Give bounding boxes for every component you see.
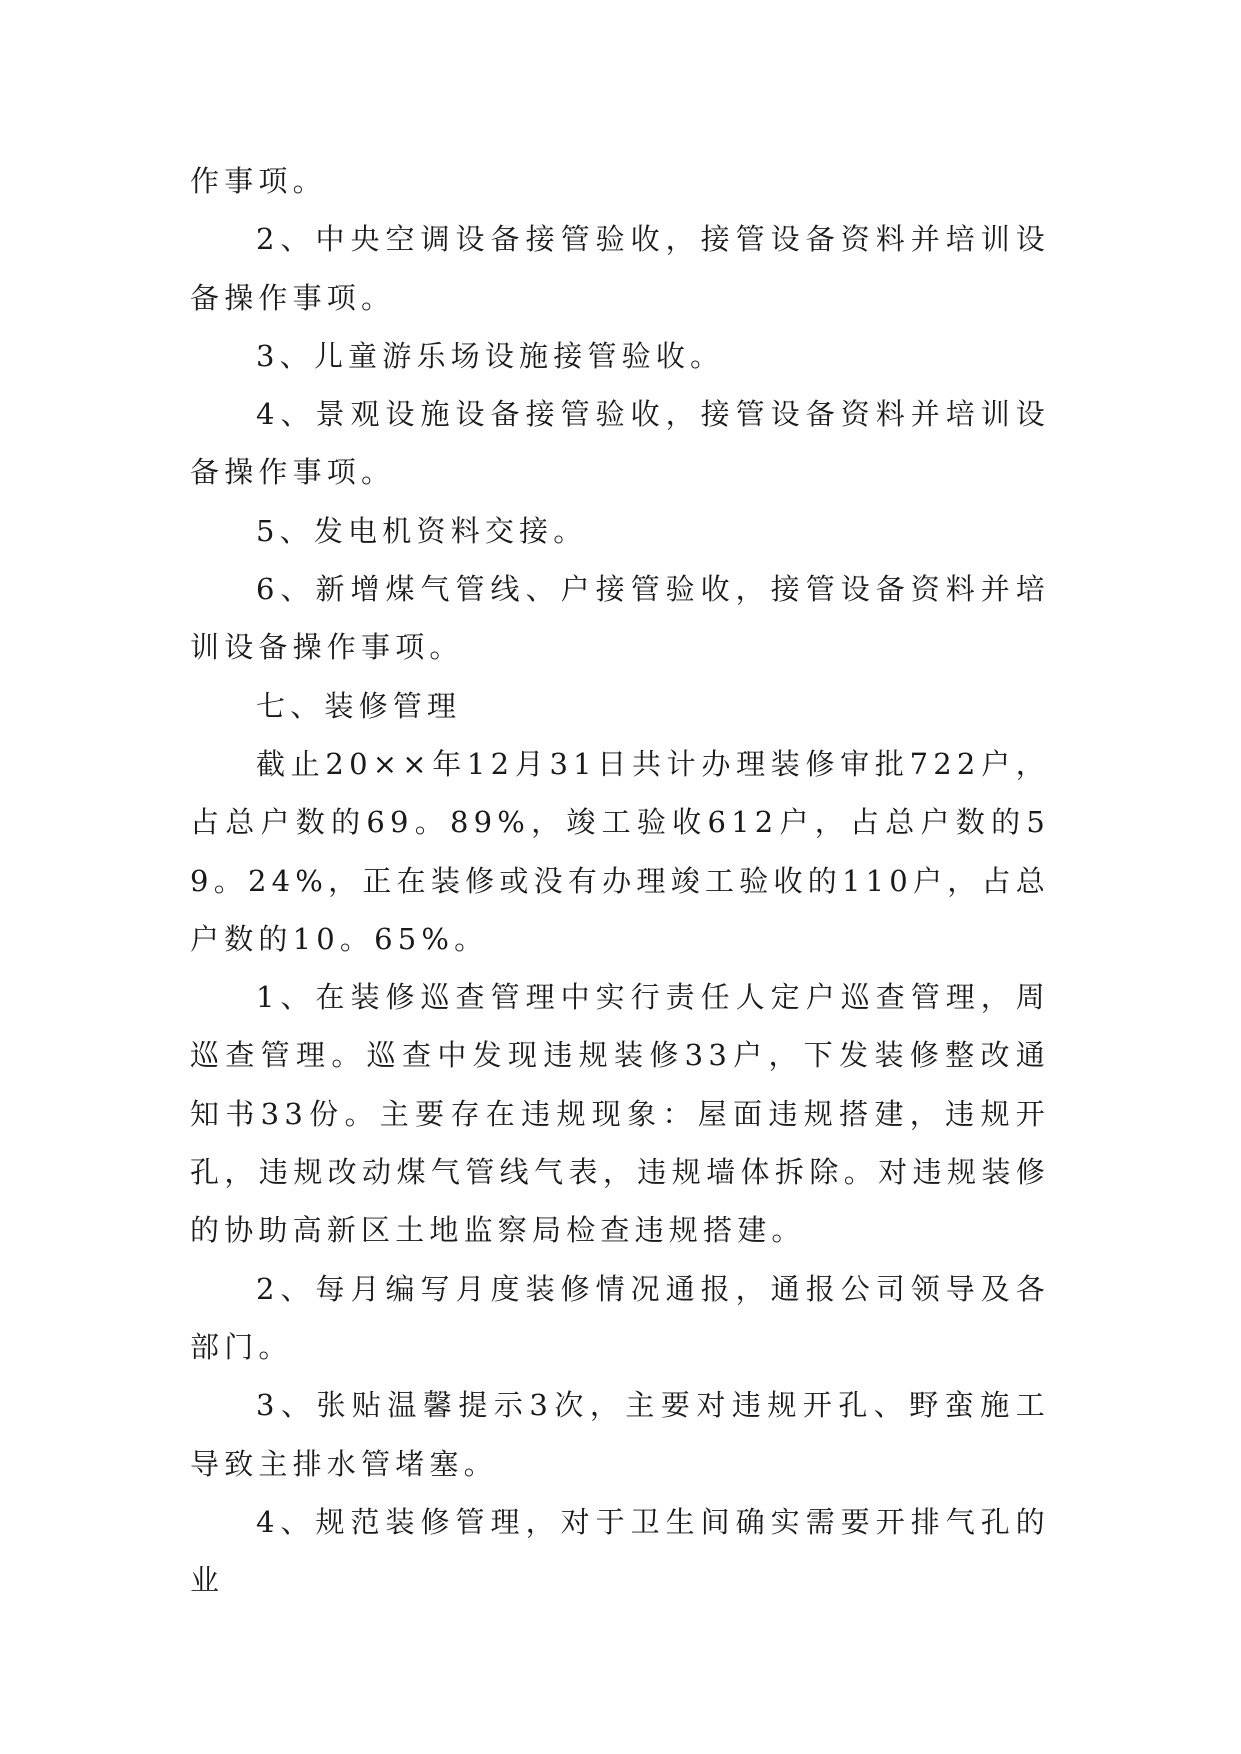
document-body — [190, 152, 1050, 1609]
paragraph-renovation-item-2: 2、每月编写月度装修情况通报，通报公司领导及各部门。 — [190, 1271, 1050, 1364]
paragraph-item-3-playground: 3、儿童游乐场设施接管验收。 — [256, 338, 725, 373]
paragraph-renovation-item-1: 1、在装修巡查管理中实行责任人定户巡查管理，周巡查管理。巡查中发现违规装修33户，下发装修整改通知书33份。主要存在违规现象：屋面违规搭建，违规开孔，违规改动煤气管线气表，违规墙体拆除。对违规装修的协助高新区土地监察局检查违规搭建。 — [190, 980, 1050, 1248]
paragraph-renovation-item-3: 3、张贴温馨提示3次，主要对违规开孔、野蛮施工导致主排水管堵塞。 — [190, 1388, 1050, 1481]
paragraph-continuation: 作事项。 — [190, 164, 327, 198]
section-heading-renovation: 七、装修管理 — [256, 688, 462, 723]
paragraph-item-2-hvac: 2、中央空调设备接管验收，接管设备资料并培训设备操作事项。 — [190, 222, 1050, 315]
paragraph-renovation-item-4: 4、规范装修管理，对于卫生间确实需要开排气孔的业 — [190, 1504, 1050, 1598]
paragraph-item-5-generator: 5、发电机资料交接。 — [256, 513, 588, 548]
paragraph-item-6-gas-pipeline: 6、新增煤气管线、户接管验收，接管设备资料并培训设备操作事项。 — [190, 572, 1050, 665]
paragraph-item-4-landscape: 4、景观设施设备接管验收，接管设备资料并培训设备操作事项。 — [190, 397, 1050, 490]
paragraph-renovation-statistics: 截止20××年12月31日共计办理装修审批722户，占总户数的69。89%，竣工验收612户，占总户数的59。24%，正在装修或没有办理竣工验收的110户，占总户数的10。65%。 — [190, 746, 1050, 956]
